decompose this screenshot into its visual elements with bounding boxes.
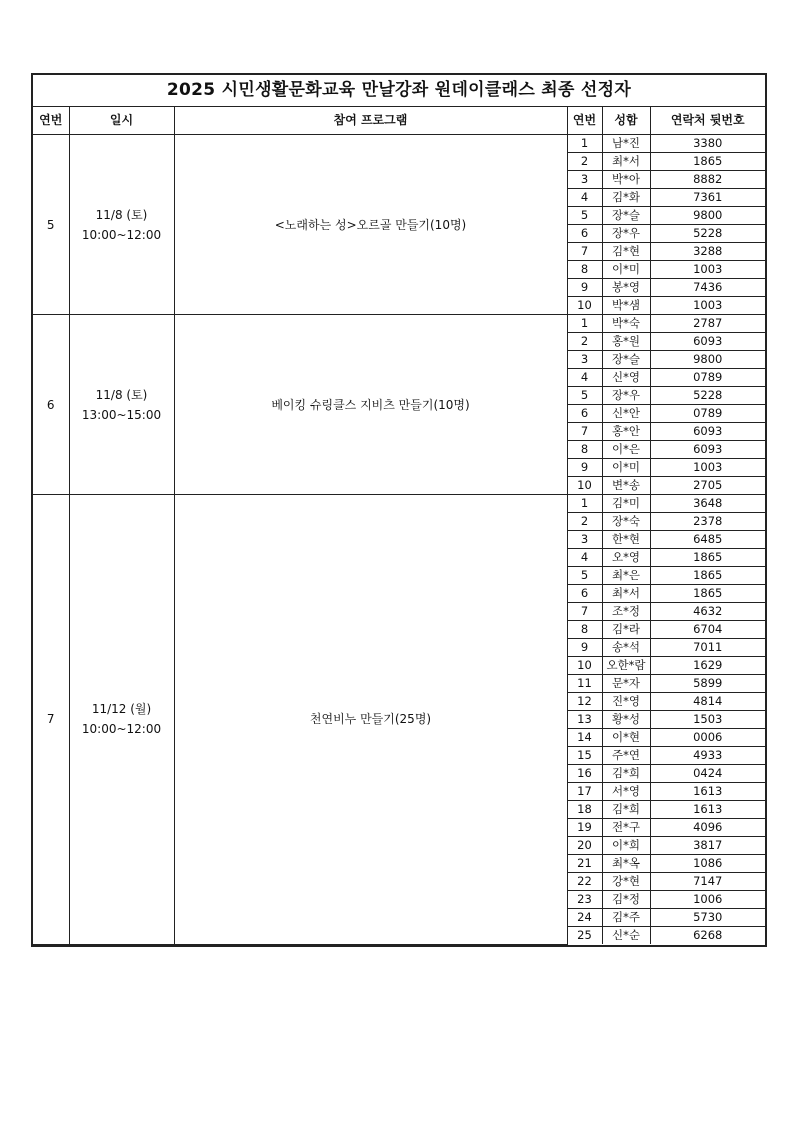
document-title: 2025 시민생활문화교육 만날강좌 원데이클래스 최종 선정자	[33, 75, 765, 107]
participant-phone: 3380	[650, 135, 765, 153]
participant-number: 5	[567, 207, 602, 225]
group-date: 11/8 (토)	[95, 387, 148, 402]
participant-number: 5	[567, 387, 602, 405]
participant-name: 장*숙	[602, 513, 650, 531]
participant-number: 1	[567, 495, 602, 513]
participant-name: 송*석	[602, 639, 650, 657]
participant-number: 14	[567, 729, 602, 747]
participant-name: 이*미	[602, 459, 650, 477]
participant-phone: 0789	[650, 369, 765, 387]
participant-name: 주*연	[602, 747, 650, 765]
participant-phone: 7147	[650, 873, 765, 891]
participant-number: 7	[567, 603, 602, 621]
participant-number: 1	[567, 135, 602, 153]
participant-row	[33, 315, 765, 333]
participant-name: 김*화	[602, 189, 650, 207]
participant-name: 한*현	[602, 531, 650, 549]
participant-row	[33, 495, 765, 513]
participant-name: 김*희	[602, 765, 650, 783]
participant-phone: 4096	[650, 819, 765, 837]
participant-name: 장*슬	[602, 351, 650, 369]
group-date: 11/12 (월)	[91, 702, 152, 717]
group-number: 7	[33, 495, 69, 945]
participant-name: 이*현	[602, 729, 650, 747]
participant-number: 6	[567, 585, 602, 603]
participant-name: 최*서	[602, 585, 650, 603]
participant-number: 3	[567, 171, 602, 189]
group-time: 10:00~12:00	[81, 227, 162, 242]
group-program: 천연비누 만들기(25명)	[174, 495, 567, 945]
participant-phone: 6485	[650, 531, 765, 549]
participant-number: 23	[567, 891, 602, 909]
header-row	[33, 107, 765, 135]
participant-phone: 0006	[650, 729, 765, 747]
participant-number: 3	[567, 351, 602, 369]
participant-phone: 0424	[650, 765, 765, 783]
group-number: 6	[33, 315, 69, 495]
participant-phone: 6093	[650, 423, 765, 441]
participant-number: 8	[567, 261, 602, 279]
participant-name: 진*영	[602, 693, 650, 711]
selection-sheet	[31, 73, 767, 947]
participant-name: 김*주	[602, 909, 650, 927]
participant-phone: 2378	[650, 513, 765, 531]
participant-name: 박*샘	[602, 297, 650, 315]
participant-number: 2	[567, 333, 602, 351]
header-no: 연번	[33, 107, 69, 135]
participant-phone: 1613	[650, 801, 765, 819]
participant-phone: 3817	[650, 837, 765, 855]
participant-name: 오*영	[602, 549, 650, 567]
participant-phone: 1865	[650, 567, 765, 585]
participant-phone: 4933	[650, 747, 765, 765]
header-phone: 연락처 뒷번호	[650, 107, 765, 135]
participant-phone: 2787	[650, 315, 765, 333]
participant-number: 3	[567, 531, 602, 549]
participant-name: 조*정	[602, 603, 650, 621]
participant-phone: 5228	[650, 225, 765, 243]
participant-phone: 3288	[650, 243, 765, 261]
participant-phone: 9800	[650, 207, 765, 225]
participant-number: 10	[567, 657, 602, 675]
participant-row	[33, 135, 765, 153]
participant-number: 2	[567, 153, 602, 171]
participant-number: 12	[567, 693, 602, 711]
participant-number: 15	[567, 747, 602, 765]
participant-name: 박*아	[602, 171, 650, 189]
group-number: 5	[33, 135, 69, 315]
participant-number: 18	[567, 801, 602, 819]
participant-name: 장*슬	[602, 207, 650, 225]
participant-phone: 1865	[650, 585, 765, 603]
participant-name: 김*미	[602, 495, 650, 513]
participant-phone: 3648	[650, 495, 765, 513]
participant-phone: 1865	[650, 549, 765, 567]
group-datetime	[69, 495, 174, 945]
selection-table	[33, 107, 765, 945]
participant-number: 13	[567, 711, 602, 729]
participant-number: 11	[567, 675, 602, 693]
participant-name: 신*순	[602, 927, 650, 945]
participant-phone: 7436	[650, 279, 765, 297]
participant-name: 남*진	[602, 135, 650, 153]
header-name: 성함	[602, 107, 650, 135]
participant-phone: 7011	[650, 639, 765, 657]
participant-number: 25	[567, 927, 602, 945]
participant-phone: 2705	[650, 477, 765, 495]
participant-phone: 4814	[650, 693, 765, 711]
participant-name: 최*서	[602, 153, 650, 171]
participant-name: 이*희	[602, 837, 650, 855]
participant-name: 신*안	[602, 405, 650, 423]
participant-phone: 6093	[650, 333, 765, 351]
participant-phone: 1613	[650, 783, 765, 801]
header-sub-no: 연번	[567, 107, 602, 135]
participant-number: 9	[567, 639, 602, 657]
group-program: <노래하는 성>오르골 만들기(10명)	[174, 135, 567, 315]
participant-number: 7	[567, 243, 602, 261]
participant-phone: 7361	[650, 189, 765, 207]
participant-name: 최*은	[602, 567, 650, 585]
group-datetime	[69, 315, 174, 495]
participant-name: 장*우	[602, 225, 650, 243]
participant-number: 1	[567, 315, 602, 333]
participant-number: 22	[567, 873, 602, 891]
participant-phone: 1086	[650, 855, 765, 873]
participant-phone: 6093	[650, 441, 765, 459]
participant-number: 16	[567, 765, 602, 783]
participant-name: 문*자	[602, 675, 650, 693]
table-body	[33, 135, 765, 945]
participant-name: 박*숙	[602, 315, 650, 333]
participant-phone: 5228	[650, 387, 765, 405]
participant-name: 황*성	[602, 711, 650, 729]
participant-phone: 1629	[650, 657, 765, 675]
participant-number: 4	[567, 189, 602, 207]
participant-name: 홍*원	[602, 333, 650, 351]
participant-number: 10	[567, 477, 602, 495]
participant-name: 김*현	[602, 243, 650, 261]
group-time: 13:00~15:00	[81, 407, 162, 422]
participant-name: 서*영	[602, 783, 650, 801]
participant-phone: 1006	[650, 891, 765, 909]
participant-number: 8	[567, 621, 602, 639]
participant-phone: 9800	[650, 351, 765, 369]
participant-number: 24	[567, 909, 602, 927]
participant-phone: 0789	[650, 405, 765, 423]
group-time: 10:00~12:00	[81, 722, 162, 737]
participant-name: 최*옥	[602, 855, 650, 873]
participant-number: 5	[567, 567, 602, 585]
participant-number: 4	[567, 369, 602, 387]
participant-name: 오한*람	[602, 657, 650, 675]
participant-number: 8	[567, 441, 602, 459]
participant-name: 김*라	[602, 621, 650, 639]
header-program: 참여 프로그램	[174, 107, 567, 135]
participant-number: 10	[567, 297, 602, 315]
participant-number: 6	[567, 225, 602, 243]
participant-number: 9	[567, 279, 602, 297]
participant-number: 4	[567, 549, 602, 567]
participant-number: 19	[567, 819, 602, 837]
participant-name: 봉*영	[602, 279, 650, 297]
participant-phone: 4632	[650, 603, 765, 621]
participant-number: 2	[567, 513, 602, 531]
header-datetime: 일시	[69, 107, 174, 135]
participant-name: 김*정	[602, 891, 650, 909]
participant-phone: 5899	[650, 675, 765, 693]
participant-number: 9	[567, 459, 602, 477]
participant-name: 이*은	[602, 441, 650, 459]
participant-name: 강*현	[602, 873, 650, 891]
participant-phone: 8882	[650, 171, 765, 189]
participant-phone: 5730	[650, 909, 765, 927]
participant-phone: 6704	[650, 621, 765, 639]
participant-phone: 1003	[650, 459, 765, 477]
participant-phone: 1865	[650, 153, 765, 171]
group-date: 11/8 (토)	[95, 207, 148, 222]
group-datetime	[69, 135, 174, 315]
participant-name: 김*희	[602, 801, 650, 819]
participant-name: 홍*안	[602, 423, 650, 441]
participant-phone: 1503	[650, 711, 765, 729]
participant-number: 21	[567, 855, 602, 873]
participant-number: 17	[567, 783, 602, 801]
participant-phone: 1003	[650, 297, 765, 315]
participant-phone: 1003	[650, 261, 765, 279]
participant-name: 변*송	[602, 477, 650, 495]
participant-number: 6	[567, 405, 602, 423]
participant-name: 이*미	[602, 261, 650, 279]
participant-number: 20	[567, 837, 602, 855]
participant-number: 7	[567, 423, 602, 441]
participant-name: 전*구	[602, 819, 650, 837]
participant-name: 장*우	[602, 387, 650, 405]
participant-phone: 6268	[650, 927, 765, 945]
group-program: 베이킹 슈링클스 지비츠 만들기(10명)	[174, 315, 567, 495]
participant-name: 신*영	[602, 369, 650, 387]
